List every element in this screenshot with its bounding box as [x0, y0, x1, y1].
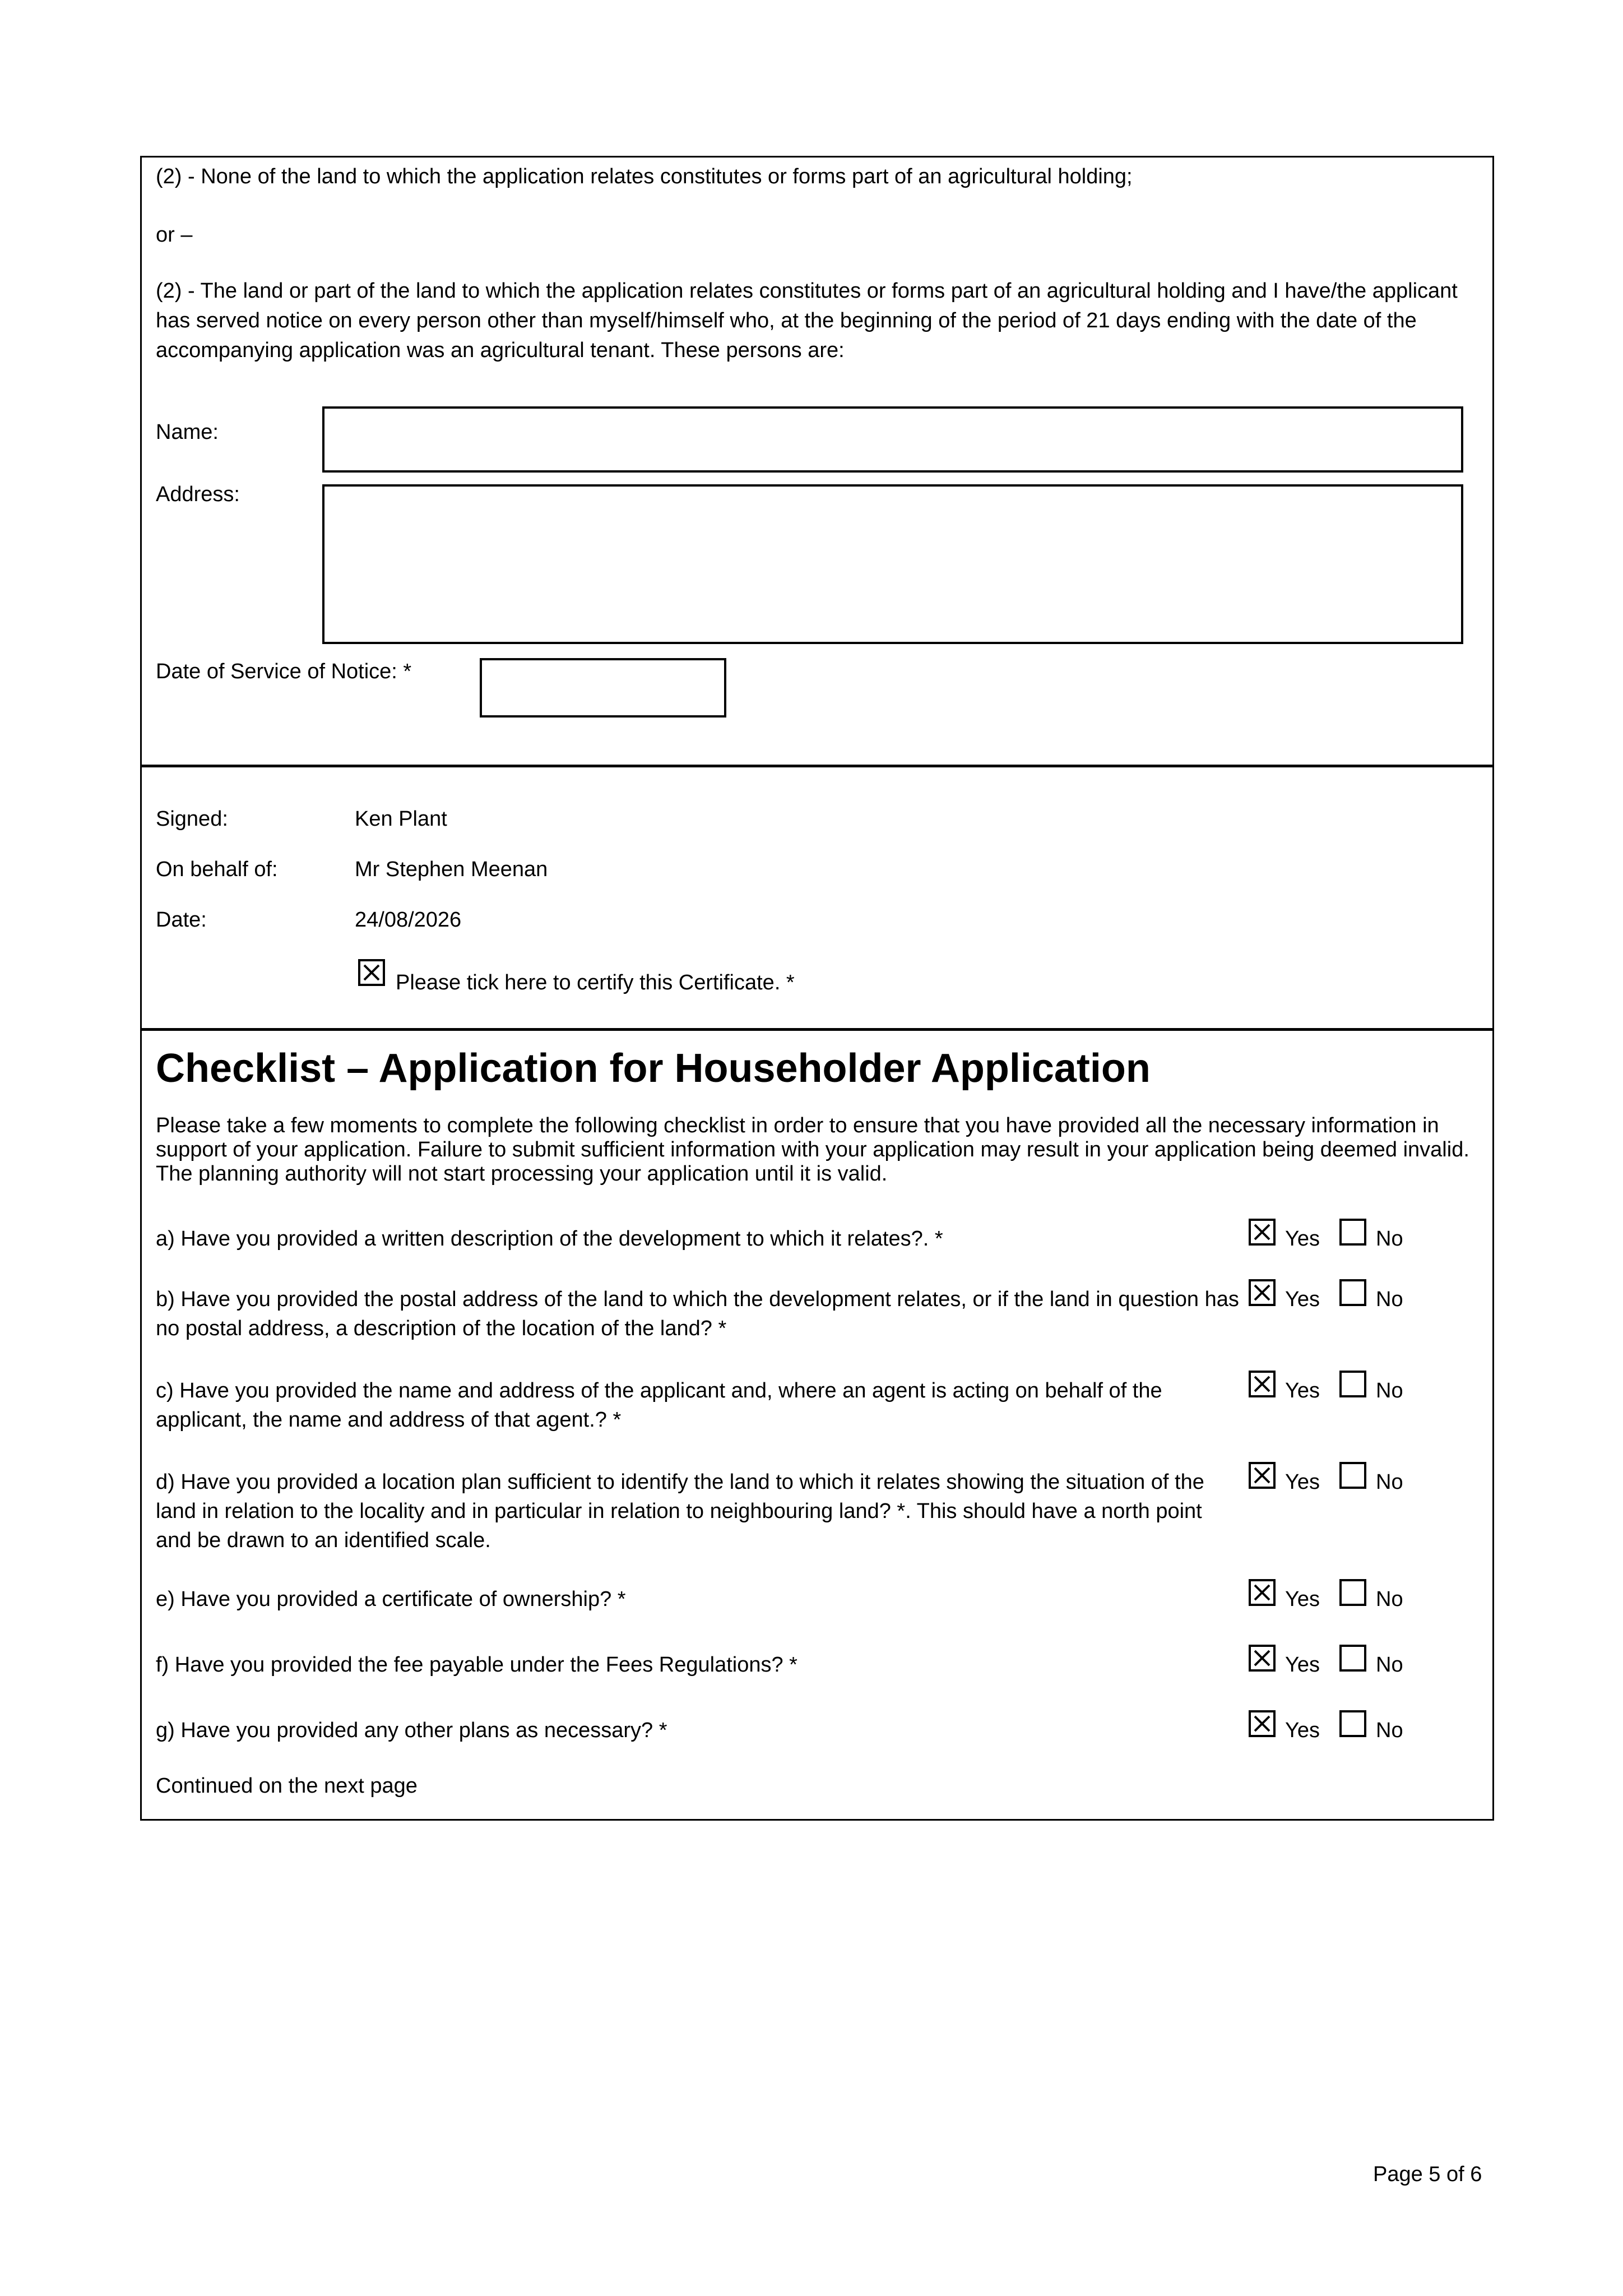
question-c-no-checkbox[interactable] — [1339, 1371, 1366, 1397]
question-e-yes-checkbox[interactable] — [1249, 1579, 1276, 1606]
question-d-yes-checkbox[interactable] — [1249, 1462, 1276, 1489]
continued-note: Continued on the next page — [156, 1774, 418, 1798]
question-g-yes-checkbox[interactable] — [1249, 1710, 1276, 1737]
question-g-yes-label: Yes — [1285, 1719, 1320, 1742]
option-served-text: (2) - The land or part of the land to which the application relates constitutes or forms part of an agricultural holding and I have/the applicant has served notice on every person other than myself/himself who, at the beginning of the period of 21 days ending with the date of the accompanying application was an agricultural tenant. These persons are: — [156, 279, 1458, 362]
date-of-service-label: Date of Service of Notice: * — [156, 660, 412, 683]
checklist-question-e: e) Have you provided a certificate of ownership? * — [156, 1587, 626, 1611]
question-a-no-checkbox[interactable] — [1339, 1219, 1366, 1246]
checked-x-icon — [1251, 1373, 1273, 1395]
question-e-no-checkbox[interactable] — [1339, 1579, 1366, 1606]
certify-checkbox[interactable] — [358, 959, 385, 986]
checked-x-icon — [1251, 1647, 1273, 1669]
checklist-question-d: d) Have you provided a location plan sufficient to identify the land to which it relates showing the situation of the land in relation to the locality and in particular in relation to neighbouring land? *. This should have a north point and be drawn to an identified scale. — [156, 1470, 1204, 1552]
name-label: Name: — [156, 420, 219, 444]
checked-x-icon — [1251, 1581, 1273, 1604]
checked-x-icon — [1251, 1281, 1273, 1304]
or-text: or – — [156, 223, 193, 247]
question-f-yes-label: Yes — [1285, 1653, 1320, 1677]
certify-label: Please tick here to certify this Certificate. * — [396, 971, 795, 994]
signed-value: Ken Plant — [355, 807, 447, 831]
checklist-question-g: g) Have you provided any other plans as necessary? * — [156, 1719, 667, 1742]
checked-x-icon — [1251, 1712, 1273, 1735]
question-a-yes-label: Yes — [1285, 1227, 1320, 1251]
question-c-no-label: No — [1376, 1379, 1403, 1402]
signature-section — [142, 765, 1492, 1031]
question-a-no-label: No — [1376, 1227, 1403, 1251]
checklist-question-f: f) Have you provided the fee payable under the Fees Regulations? * — [156, 1653, 797, 1677]
checked-x-icon — [1251, 1221, 1273, 1243]
address-label: Address: — [156, 483, 240, 506]
checklist-question-a: a) Have you provided a written description of the development to which it relates?. * — [156, 1227, 943, 1251]
form-frame — [140, 156, 1494, 1821]
date-of-service-field[interactable] — [480, 658, 726, 718]
question-d-yes-label: Yes — [1285, 1470, 1320, 1494]
question-c-yes-label: Yes — [1285, 1379, 1320, 1402]
checked-x-icon — [360, 961, 383, 984]
question-d-no-checkbox[interactable] — [1339, 1462, 1366, 1489]
question-c-yes-checkbox[interactable] — [1249, 1371, 1276, 1397]
address-field[interactable] — [322, 484, 1463, 644]
signed-label: Signed: — [156, 807, 228, 831]
name-field[interactable] — [322, 406, 1463, 473]
question-g-no-checkbox[interactable] — [1339, 1710, 1366, 1737]
option-none-text: (2) - None of the land to which the application relates constitutes or forms part of an agricultural holding; — [156, 165, 1133, 188]
on-behalf-label: On behalf of: — [156, 858, 278, 881]
question-d-no-label: No — [1376, 1470, 1403, 1494]
question-f-no-label: No — [1376, 1653, 1403, 1677]
date-value: 24/08/2026 — [355, 908, 462, 932]
question-f-no-checkbox[interactable] — [1339, 1645, 1366, 1672]
checklist-question-b: b) Have you provided the postal address of the land to which the development relates, or if the land in question has no postal address, a description of the location of the land? * — [156, 1288, 1239, 1340]
question-a-yes-checkbox[interactable] — [1249, 1219, 1276, 1246]
agricultural-holding-section — [142, 158, 1492, 765]
question-e-yes-label: Yes — [1285, 1587, 1320, 1611]
question-b-yes-checkbox[interactable] — [1249, 1279, 1276, 1306]
date-label: Date: — [156, 908, 207, 932]
page-number: Page 5 of 6 — [1373, 2163, 1482, 2186]
on-behalf-value: Mr Stephen Meenan — [355, 858, 548, 881]
question-e-no-label: No — [1376, 1587, 1403, 1611]
question-f-yes-checkbox[interactable] — [1249, 1645, 1276, 1672]
checklist-intro: Please take a few moments to complete the following checklist in order to ensure that you have provided all the necessary information in support of your application. Failure to submit sufficient information with your application may result in your application being deemed invalid. The planning authority will not start processing your application until it is valid. — [156, 1114, 1469, 1186]
checklist-section — [142, 1028, 1492, 1823]
checklist-title: Checklist – Application for Householder Application — [156, 1046, 1151, 1091]
question-b-no-label: No — [1376, 1288, 1403, 1311]
question-b-no-checkbox[interactable] — [1339, 1279, 1366, 1306]
checked-x-icon — [1251, 1464, 1273, 1487]
checklist-question-c: c) Have you provided the name and address of the applicant and, where an agent is acting on behalf of the applicant, the name and address of that agent.? * — [156, 1379, 1162, 1432]
question-b-yes-label: Yes — [1285, 1288, 1320, 1311]
question-g-no-label: No — [1376, 1719, 1403, 1742]
